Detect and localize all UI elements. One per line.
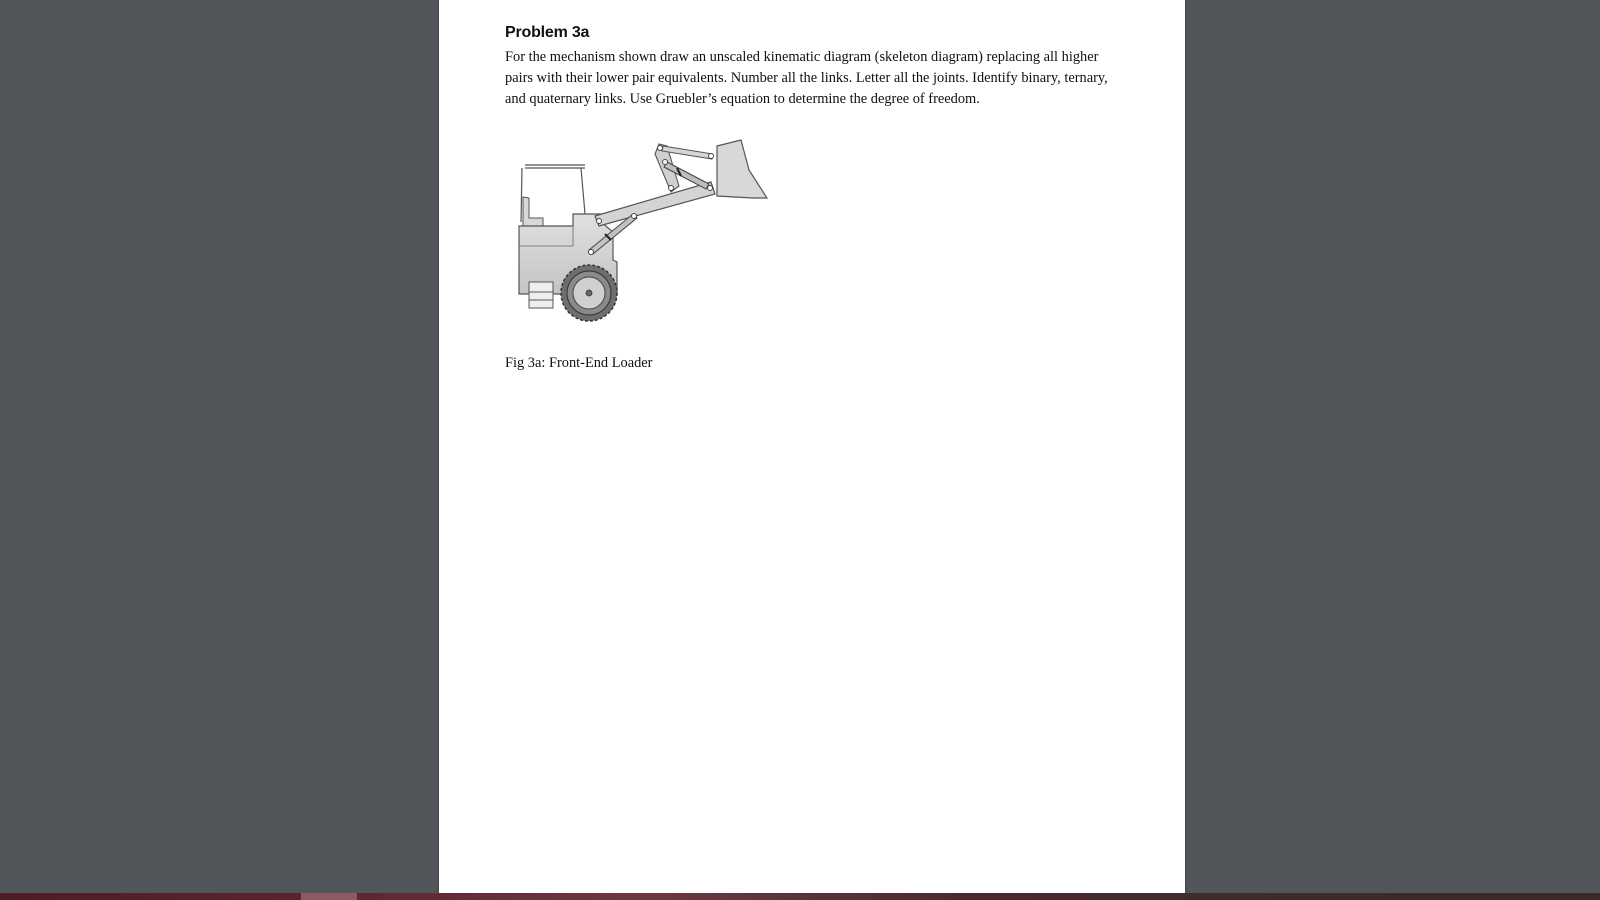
- bucket: [717, 140, 767, 198]
- problem-title: Problem 3a: [505, 24, 590, 41]
- figure-caption: Fig 3a: Front-End Loader: [505, 355, 653, 371]
- taskbar[interactable]: [0, 893, 1600, 900]
- lift-arm: [595, 182, 715, 226]
- document-page: [439, 0, 1185, 893]
- problem-statement: For the mechanism shown draw an unscaled kinematic diagram (skeleton diagram) replacing all higher pairs with their lower pair equivalents. Number all the links. Letter all the joints. Identify binary, ternary, and quaternary links. Use Gruebler’s equation to determine the degree of freedom.: [505, 49, 1108, 108]
- wheel: [561, 265, 617, 321]
- seat: [523, 197, 543, 226]
- taskbar-active-item[interactable]: [301, 893, 357, 900]
- steps: [529, 282, 553, 308]
- front-end-loader-figure: [505, 122, 803, 336]
